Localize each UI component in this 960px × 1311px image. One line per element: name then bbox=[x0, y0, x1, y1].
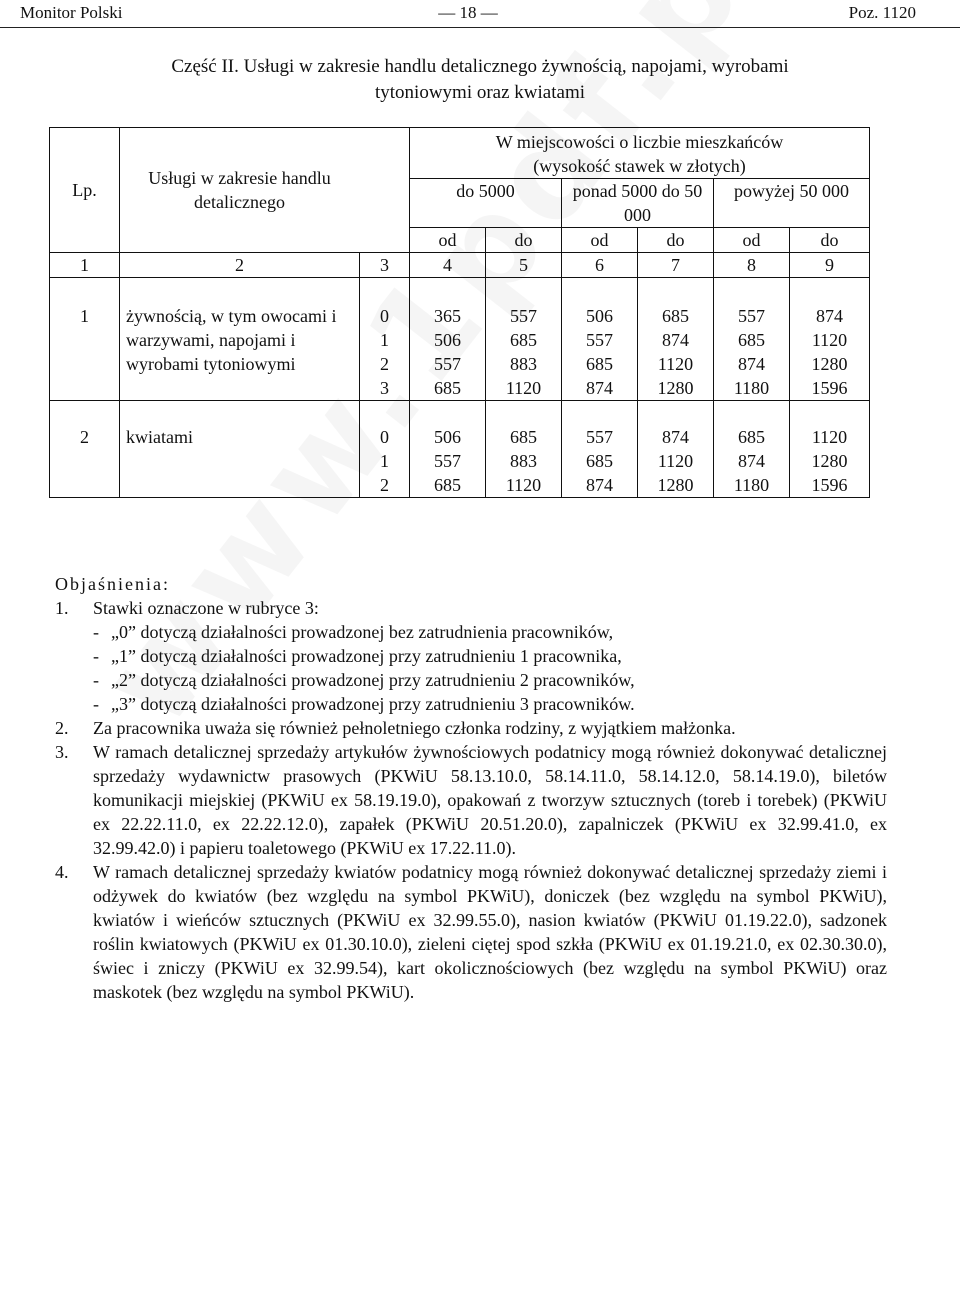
header-over-50000: powyżej 50 000 bbox=[714, 179, 870, 228]
note-number: 4. bbox=[55, 862, 69, 882]
column-number: 2 bbox=[120, 253, 360, 278]
row-codes: 0 1 2 bbox=[360, 401, 410, 498]
note-2 bbox=[55, 716, 887, 740]
section-title bbox=[60, 54, 900, 106]
column-number: 7 bbox=[638, 253, 714, 278]
row-rate-col7: 685 874 1120 1280 bbox=[638, 278, 714, 401]
row-rate-col8: 685 874 1180 bbox=[714, 401, 790, 498]
column-number: 3 bbox=[360, 253, 410, 278]
header-rule bbox=[0, 27, 960, 28]
header-5000-50000: ponad 5000 do 50 000 bbox=[562, 179, 714, 228]
header-from: od bbox=[410, 228, 486, 253]
header-lp: Lp. bbox=[50, 128, 120, 253]
column-number: 1 bbox=[50, 253, 120, 278]
section-title-line1: Część II. Usługi w zakresie handlu detalicznego żywnością, napojami, wyrobami bbox=[171, 56, 789, 77]
position-number: Poz. 1120 bbox=[848, 3, 916, 22]
column-number: 4 bbox=[410, 253, 486, 278]
header-from: od bbox=[714, 228, 790, 253]
rates-table bbox=[49, 127, 870, 498]
row-lp: 1 bbox=[50, 278, 120, 401]
column-number: 8 bbox=[714, 253, 790, 278]
header-to: do bbox=[638, 228, 714, 253]
column-number: 9 bbox=[790, 253, 870, 278]
header-group-line2: (wysokość stawek w złotych) bbox=[533, 156, 746, 176]
row-rate-col4: 365 506 557 685 bbox=[410, 278, 486, 401]
notes-title: Objaśnienia: bbox=[55, 574, 170, 594]
header-to: do bbox=[486, 228, 562, 253]
row-rate-col6: 506 557 685 874 bbox=[562, 278, 638, 401]
column-number: 5 bbox=[486, 253, 562, 278]
header-service: Usługi w zakresie handlu detalicznego bbox=[120, 128, 410, 253]
header-from: od bbox=[562, 228, 638, 253]
row-rate-col4: 506 557 685 bbox=[410, 401, 486, 498]
page-header bbox=[20, 3, 916, 25]
row-rate-col9: 874 1120 1280 1596 bbox=[790, 278, 870, 401]
column-number: 6 bbox=[562, 253, 638, 278]
note-3 bbox=[55, 740, 887, 860]
row-rate-col5: 685 883 1120 bbox=[486, 401, 562, 498]
header-up-to-5000: do 5000 bbox=[410, 179, 562, 228]
header-group bbox=[410, 128, 870, 179]
row-rate-col6: 557 685 874 bbox=[562, 401, 638, 498]
journal-name: Monitor Polski bbox=[20, 3, 123, 22]
row-rate-col9: 1120 1280 1596 bbox=[790, 401, 870, 498]
header-to: do bbox=[790, 228, 870, 253]
row-codes: 0 1 2 3 bbox=[360, 278, 410, 401]
row-service: kwiatami bbox=[120, 401, 360, 498]
row-lp: 2 bbox=[50, 401, 120, 498]
table-row-flowers bbox=[50, 401, 870, 498]
note-number: 3. bbox=[55, 742, 69, 762]
row-service: żywnością, w tym owocami i warzywami, napojami i wyrobami tytoniowymi bbox=[120, 278, 360, 401]
note-number: 1. bbox=[55, 598, 69, 618]
page-number: — 18 — bbox=[438, 3, 498, 22]
note-3-text: W ramach detalicznej sprzedaży artykułów żywnościowych podatnicy mogą również dokonywać detalicznej sprzedaży wydawnictw prasowych (PKWiU 58.13.10.0, 58.14.11.0, 58.14.12.0, 58.14.19.0), biletów komunikacji miejskiej (PKWiU ex 58.19.19.0), opakowań z tworzyw sztucznych (toreb i torebek) (PKWiU ex 22.22.11.0, ex 22.22.12.0), zapałek (PKWiU 20.51.20.0), zapalniczek (PKWiU ex 32.99.41.0, ex 32.99.42.0) i papieru toaletowego (PKWiU ex 17.22.11.0). bbox=[93, 742, 887, 858]
section-title-line2: tytoniowymi oraz kwiatami bbox=[374, 82, 585, 103]
header-row-1 bbox=[50, 128, 870, 179]
note-2-text: Za pracownika uważa się również pełnoletniego członka rodziny, z wyjątkiem małżonka. bbox=[93, 718, 736, 738]
row-rate-col8: 557 685 874 1180 bbox=[714, 278, 790, 401]
note-number: 2. bbox=[55, 718, 69, 738]
note-1 bbox=[55, 596, 887, 716]
column-numbers-row bbox=[50, 253, 870, 278]
row-rate-col7: 874 1120 1280 bbox=[638, 401, 714, 498]
note-4-text: W ramach detalicznej sprzedaży kwiatów podatnicy mogą również dokonywać detalicznej sprzedaży ziemi i odżywek do kwiatów (bez względu na symbol PKWiU), doniczek (bez względu na symbol PKWiU), kwiatów i wieńców sztucznych (PKWiU ex 32.99.55.0), nasion kwiatów (PKWiU 01.19.22.0), sadzonek roślin kwiatowych (PKWiU ex 01.30.10.0), zieleni ciętej spod szkła (PKWiU ex 01.19.21.0, ex 02.30.30.0), świec i zniczy (PKWiU ex 32.99.54), kart okolicznościowych (bez względu na symbol PKWiU) oraz maskotek (bez względu na symbol PKWiU). bbox=[93, 862, 887, 1002]
note-4 bbox=[55, 860, 887, 1004]
notes-section bbox=[55, 572, 887, 1004]
note-1-item: - „0” dotyczą działalności prowadzonej bez zatrudnienia pracowników, bbox=[93, 622, 614, 642]
header-group-line1: W miejscowości o liczbie mieszkańców bbox=[495, 132, 784, 152]
note-1-item: - „2” dotyczą działalności prowadzonej przy zatrudnieniu 2 pracowników, bbox=[93, 670, 635, 690]
table-row-food bbox=[50, 278, 870, 401]
note-1-item: - „3” dotyczą działalności prowadzonej przy zatrudnieniu 3 pracowników. bbox=[93, 694, 635, 714]
note-1-text: Stawki oznaczone w rubryce 3: bbox=[93, 598, 319, 618]
note-1-item: - „1” dotyczą działalności prowadzonej przy zatrudnieniu 1 pracownika, bbox=[93, 646, 622, 666]
row-rate-col5: 557 685 883 1120 bbox=[486, 278, 562, 401]
